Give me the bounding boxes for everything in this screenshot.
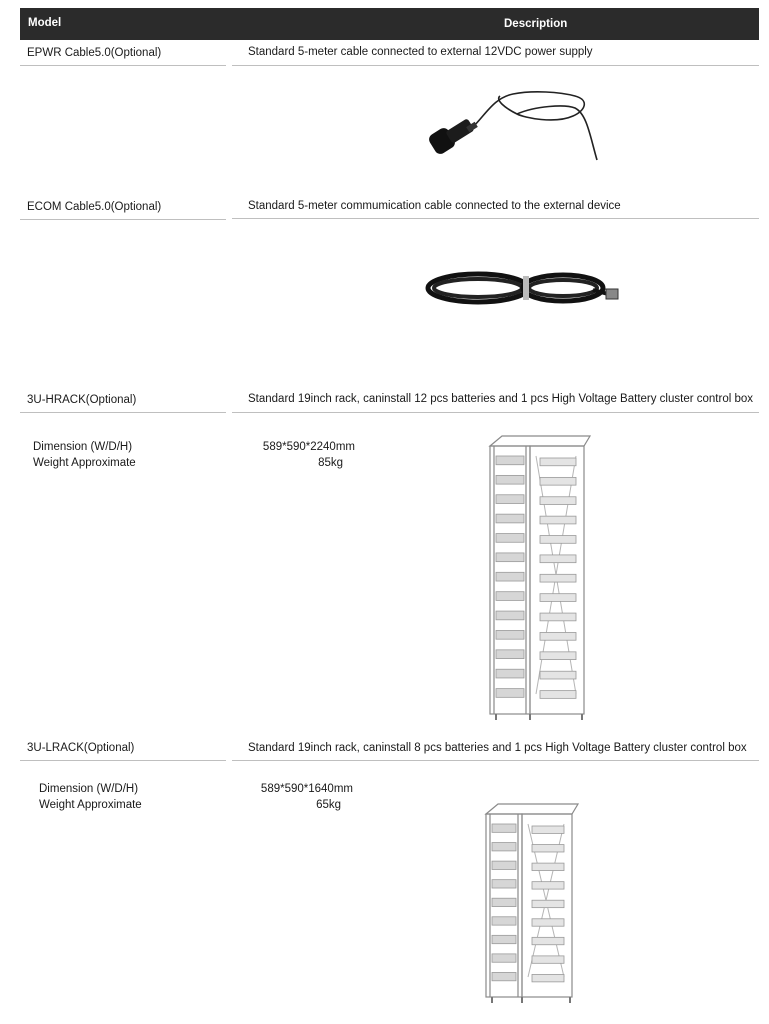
weight-value: 65kg xyxy=(316,799,341,811)
divider xyxy=(232,65,759,66)
battery-rack-8-image xyxy=(476,800,586,1005)
divider xyxy=(20,65,226,66)
description-ecom: Standard 5-meter commumication cable connected to the external device xyxy=(248,200,621,212)
description-lrack: Standard 19inch rack, caninstall 8 pcs batteries and 1 pcs High Voltage Battery cluster control box xyxy=(248,742,747,754)
weight-label: Weight Approximate xyxy=(39,799,142,811)
divider xyxy=(232,218,759,219)
description-epwr: Standard 5-meter cable connected to external 12VDC power supply xyxy=(248,46,593,58)
battery-rack-12-image xyxy=(480,432,598,722)
power-cable-image xyxy=(425,86,605,164)
communication-cable-image xyxy=(423,264,623,312)
divider xyxy=(232,760,759,761)
dimension-value: 589*590*2240mm xyxy=(262,441,355,453)
divider xyxy=(20,412,226,413)
description-column-header: Description xyxy=(504,18,568,30)
dimension-label: Dimension (W/D/H) xyxy=(39,783,139,795)
weight-value: 85kg xyxy=(318,457,343,469)
divider xyxy=(20,760,226,761)
model-name-epwr: EPWR Cable5.0(Optional) xyxy=(27,47,162,59)
divider xyxy=(20,219,226,220)
table-header xyxy=(20,8,759,40)
description-hrack: Standard 19inch rack, caninstall 12 pcs batteries and 1 pcs High Voltage Battery cluster control box xyxy=(248,393,754,405)
model-column-header: Model xyxy=(28,17,62,29)
divider xyxy=(232,412,759,413)
model-name-hrack: 3U-HRACK(Optional) xyxy=(27,394,137,406)
weight-label: Weight Approximate xyxy=(33,457,136,469)
dimension-value: 589*590*1640mm xyxy=(260,783,353,795)
model-name-ecom: ECOM Cable5.0(Optional) xyxy=(27,201,162,213)
model-name-lrack: 3U-LRACK(Optional) xyxy=(27,742,135,754)
dimension-label: Dimension (W/D/H) xyxy=(33,441,133,453)
